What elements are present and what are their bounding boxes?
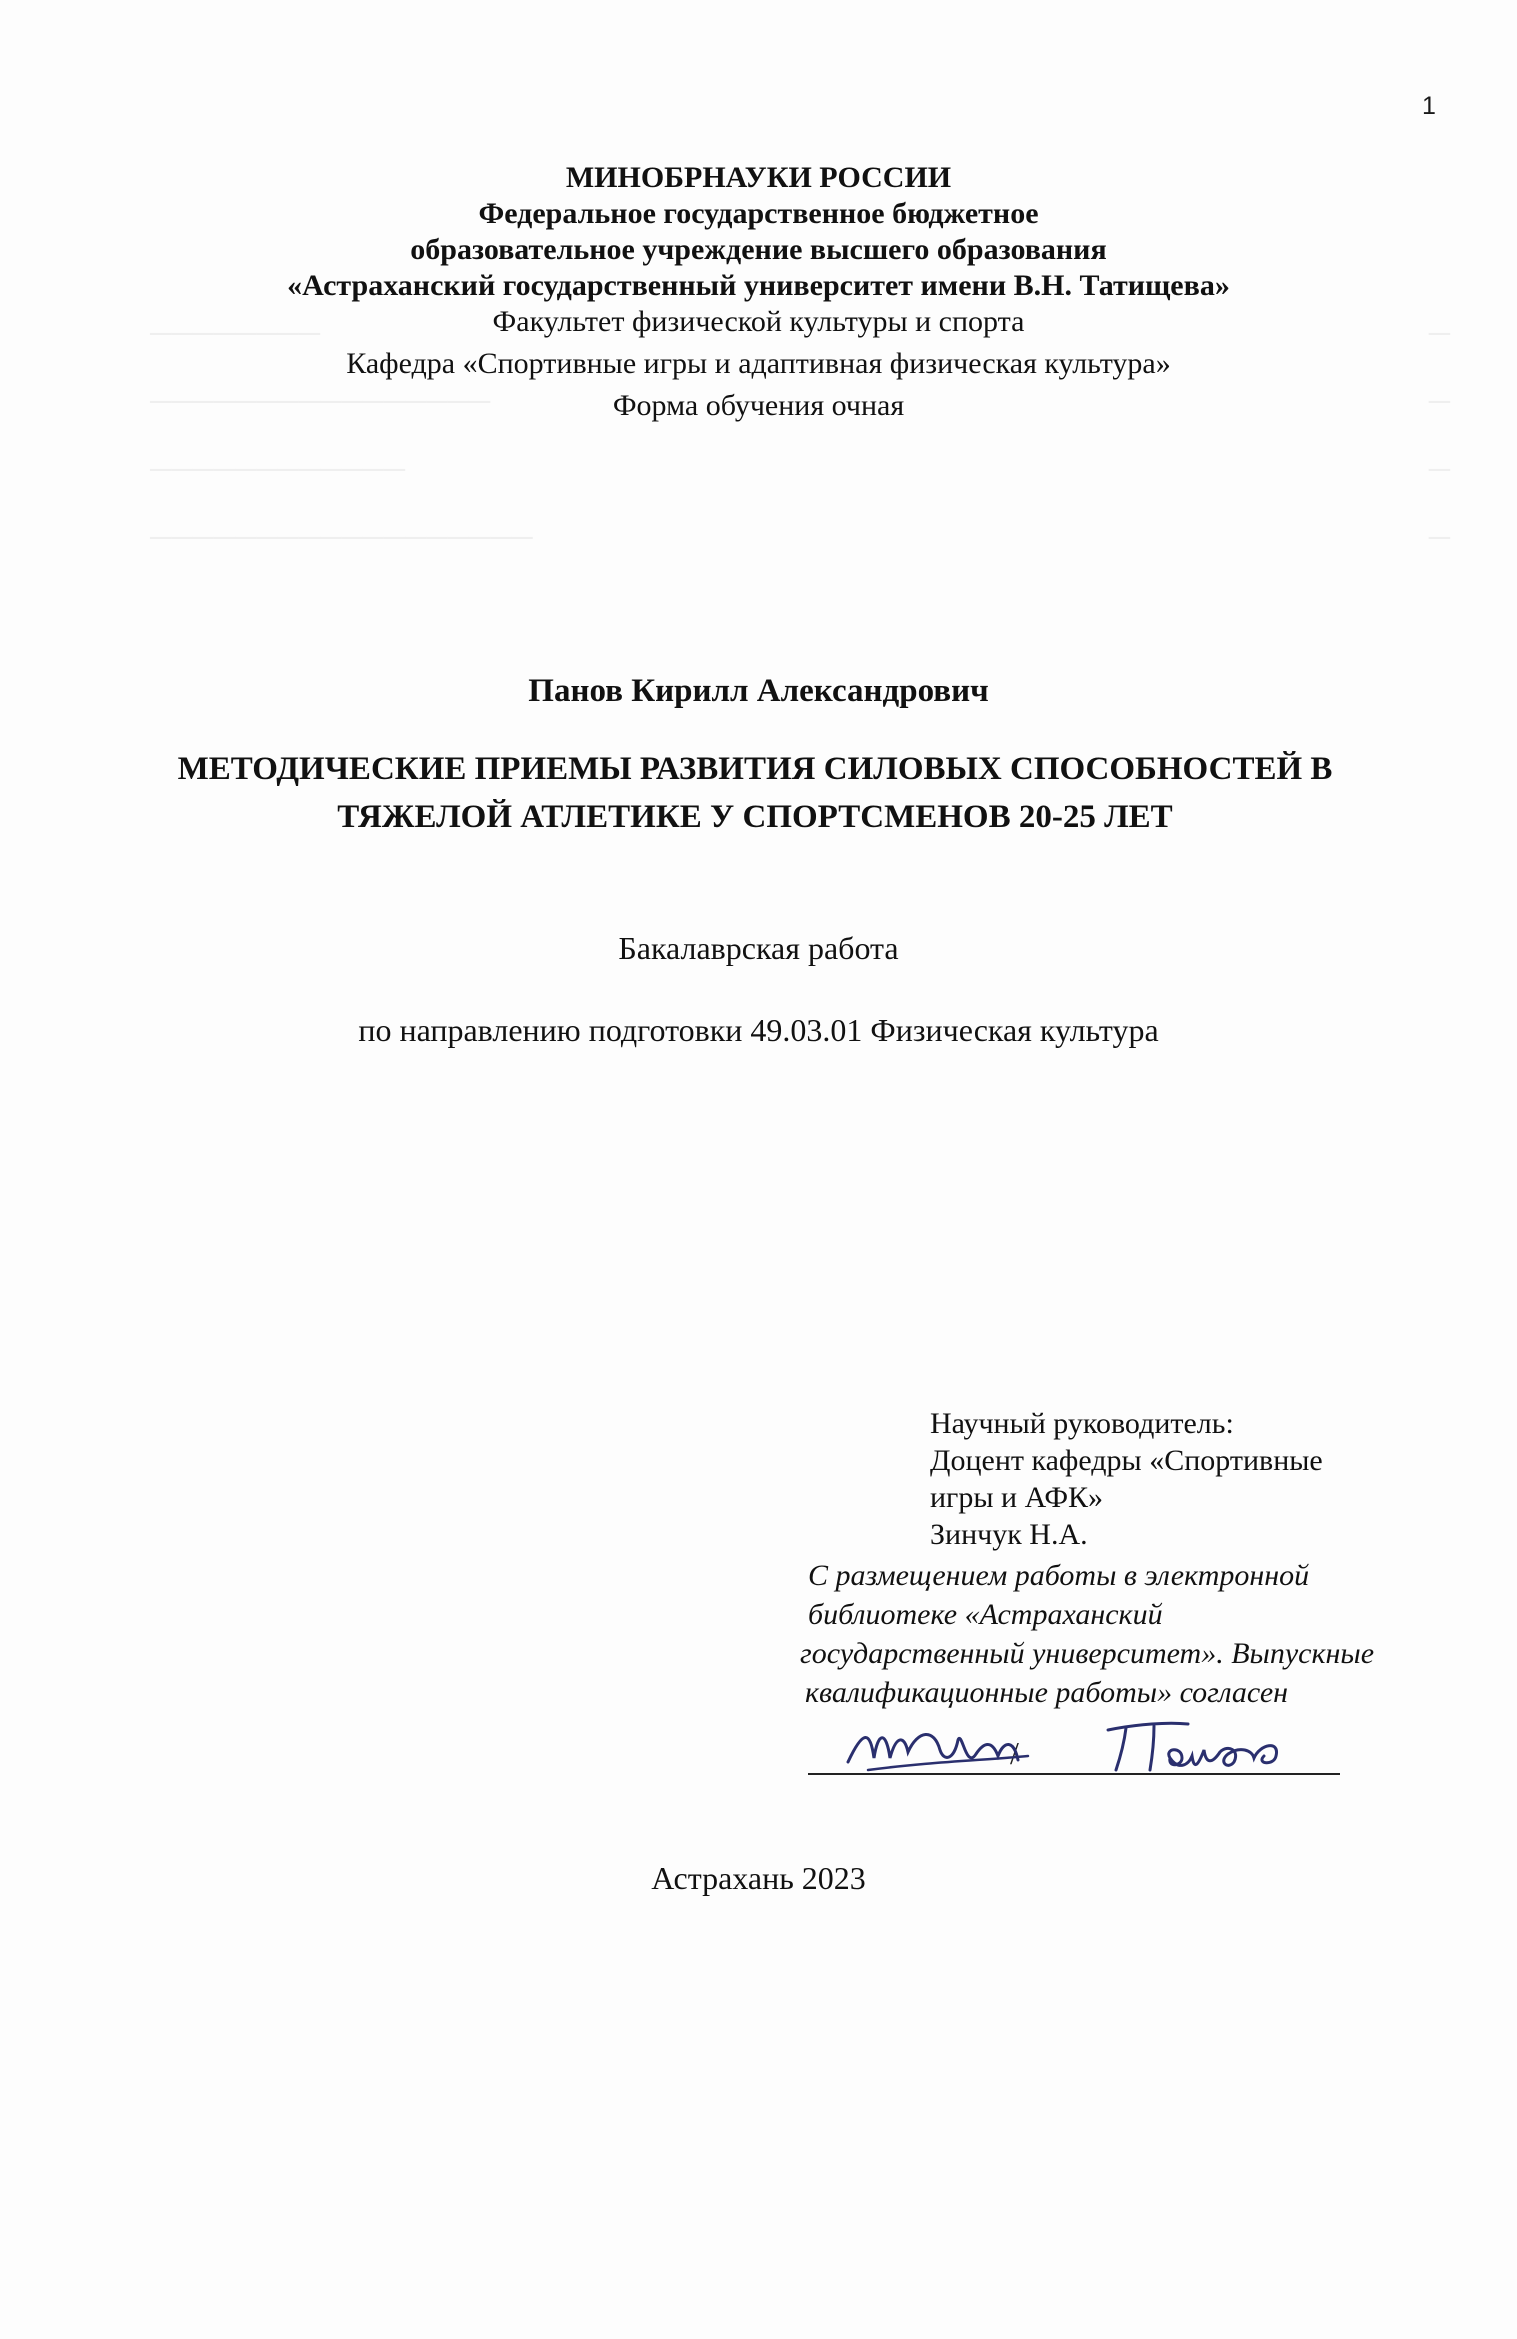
handwritten-signature xyxy=(808,1700,1348,1790)
consent-line-2: библиотеке «Астраханский xyxy=(808,1598,1163,1631)
bleed-through-decoration: ──────── ─ ──────────────── ─ ──────────── ─ ────────────────── ─ xyxy=(150,317,1450,554)
study-form: Форма обучения очная xyxy=(612,389,905,422)
institution-line-2: образовательное учреждение высшего образования xyxy=(410,233,1107,266)
ministry-name: МИНОБРНАУКИ РОССИИ xyxy=(565,161,952,194)
faculty-name: Факультет физической культуры и спорта xyxy=(492,305,1025,338)
advisor-label: Научный руководитель: xyxy=(930,1407,1234,1440)
department-name: Кафедра «Спортивные игры и адаптивная физическая культура» xyxy=(346,347,1171,380)
consent-line-4: квалификационные работы» согласен xyxy=(805,1676,1289,1709)
university-name: «Астраханский государственный университет имени В.Н. Татищева» xyxy=(287,269,1230,302)
study-direction: по направлению подготовки 49.03.01 Физическая культура xyxy=(358,1012,1159,1048)
work-type: Бакалаврская работа xyxy=(618,930,899,966)
advisor-position-2: игры и АФК» xyxy=(930,1481,1104,1514)
city-year: Астрахань 2023 xyxy=(651,1860,866,1896)
signature-separator: / xyxy=(1010,1735,1019,1771)
consent-line-1: С размещением работы в электронной xyxy=(808,1559,1310,1592)
advisor-name: Зинчук Н.А. xyxy=(930,1518,1088,1551)
advisor-position-1: Доцент кафедры «Спортивные xyxy=(930,1444,1323,1477)
author-name: Панов Кирилл Александрович xyxy=(528,673,989,709)
institution-line-1: Федеральное государственное бюджетное xyxy=(478,197,1039,230)
thesis-title: МЕТОДИЧЕСКИЕ ПРИЕМЫ РАЗВИТИЯ СИЛОВЫХ СПОСОБНОСТЕЙ В ТЯЖЕЛОЙ АТЛЕТИКЕ У СПОРТСМЕНОВ 20-25 ЛЕТ xyxy=(177,751,1333,835)
page-number: 1 xyxy=(1422,92,1436,120)
consent-line-3: государственный университет». Выпускные xyxy=(800,1637,1375,1670)
